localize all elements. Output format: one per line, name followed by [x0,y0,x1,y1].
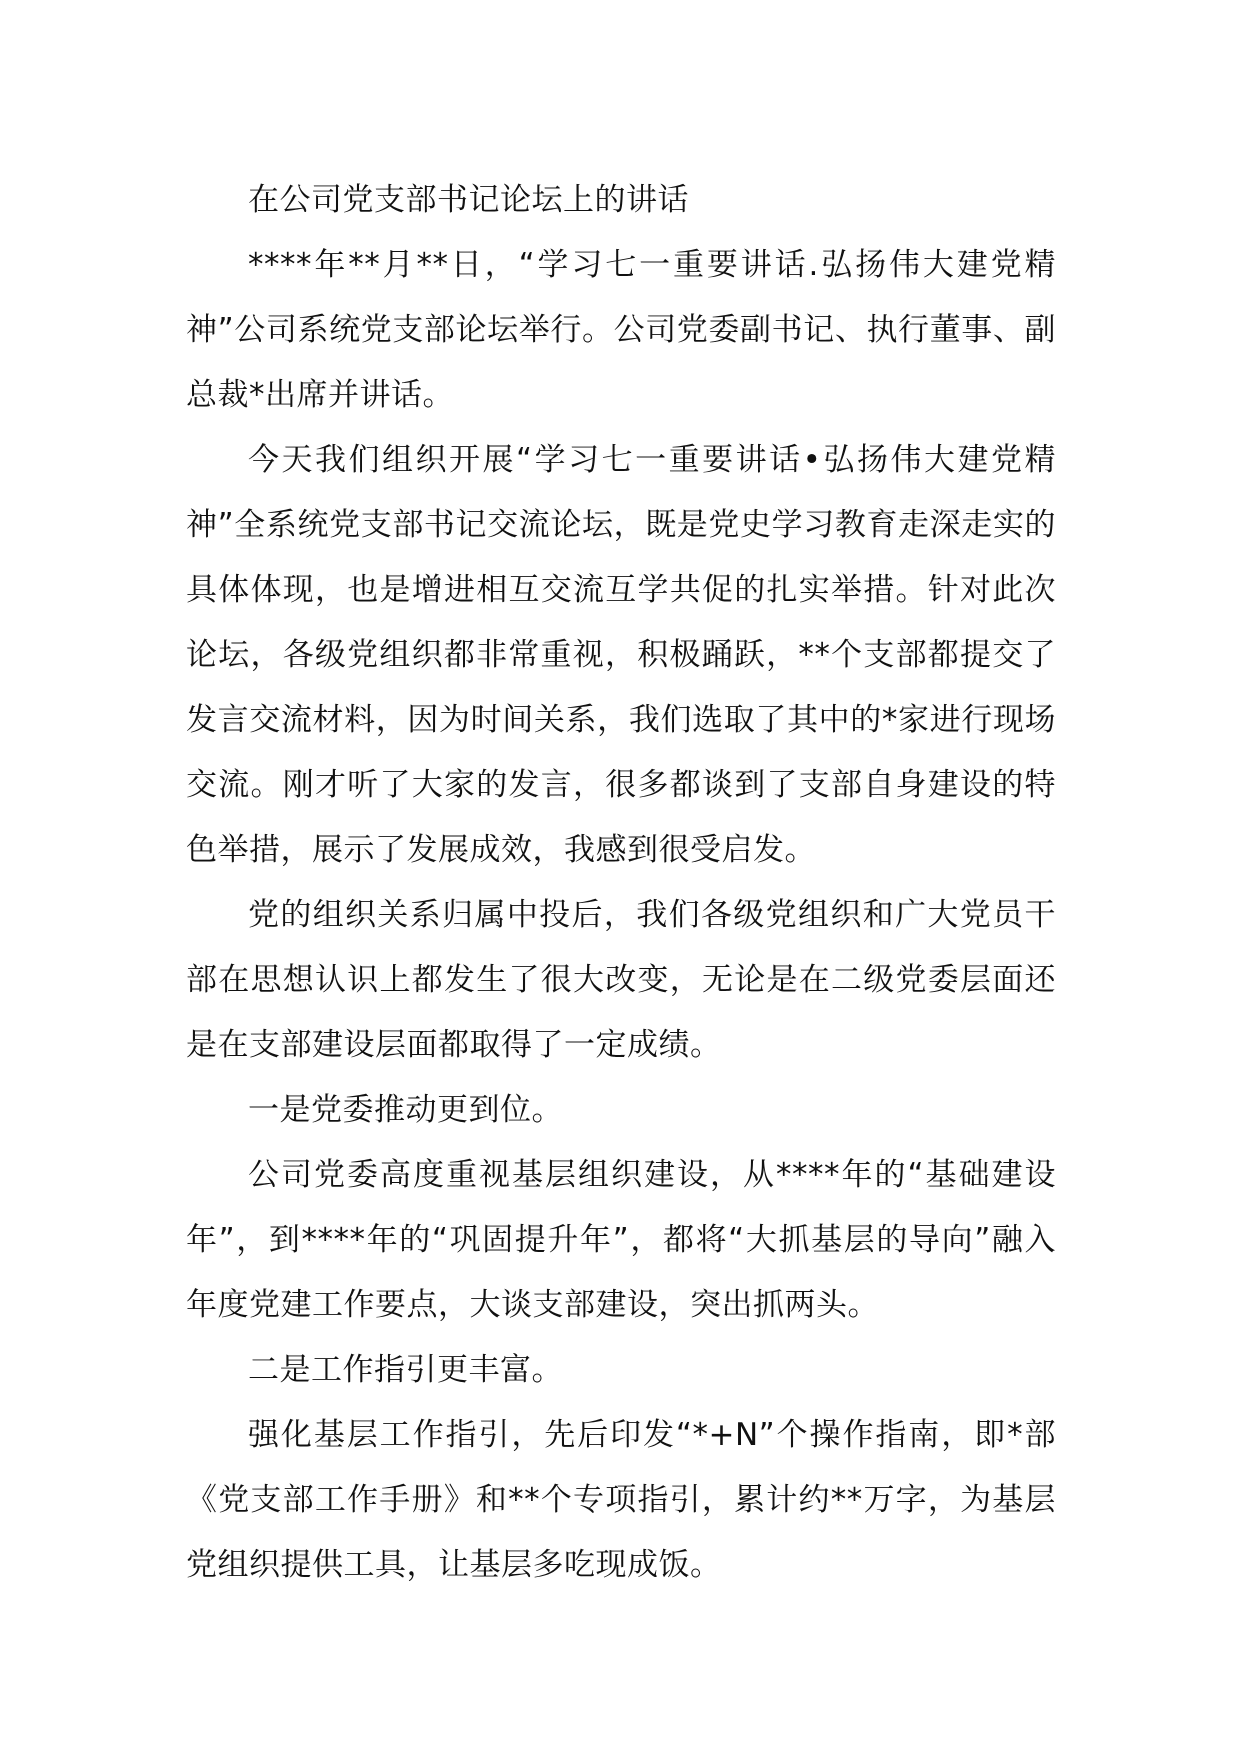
paragraph-point-one-detail: 公司党委高度重视基层组织建设，从****年的“基础建设年”，到****年的“巩固提升年”，都将“大抓基层的导向”融入年度党建工作要点，大谈支部建设，突出抓两头。 [186,1157,1056,1323]
paragraph-point-two-detail: 强化基层工作指引，先后印发“*+N”个操作指南，即*部《党支部工作手册》和**个专项指引，累计约**万字，为基层党组织提供工具，让基层多吃现成饭。 [186,1417,1056,1583]
heading-point-two: 二是工作指引更丰富。 [248,1352,563,1388]
paragraph-event-intro: ****年**月**日，“学习七一重要讲话.弘扬伟大建党精神”公司系统党支部论坛举行。公司党委副书记、执行董事、副总裁*出席并讲话。 [186,247,1056,413]
document-body [186,168,1056,1598]
document-title: 在公司党支部书记论坛上的讲话 [248,182,689,218]
paragraph-forum-overview: 今天我们组织开展“学习七一重要讲话•弘扬伟大建党精神”全系统党支部书记交流论坛，既是党史学习教育走深走实的具体体现，也是增进相互交流互学共促的扎实举措。针对此次论坛，各级党组织都非常重视，积极踊跃，**个支部都提交了发言交流材料，因为时间关系，我们选取了其中的*家进行现场交流。刚才听了大家的发言，很多都谈到了支部自身建设的特色举措，展示了发展成效，我感到很受启发。 [186,442,1056,868]
heading-point-one: 一是党委推动更到位。 [248,1092,563,1128]
paragraph-achievements: 党的组织关系归属中投后，我们各级党组织和广大党员干部在思想认识上都发生了很大改变，无论是在二级党委层面还是在支部建设层面都取得了一定成绩。 [186,897,1056,1063]
